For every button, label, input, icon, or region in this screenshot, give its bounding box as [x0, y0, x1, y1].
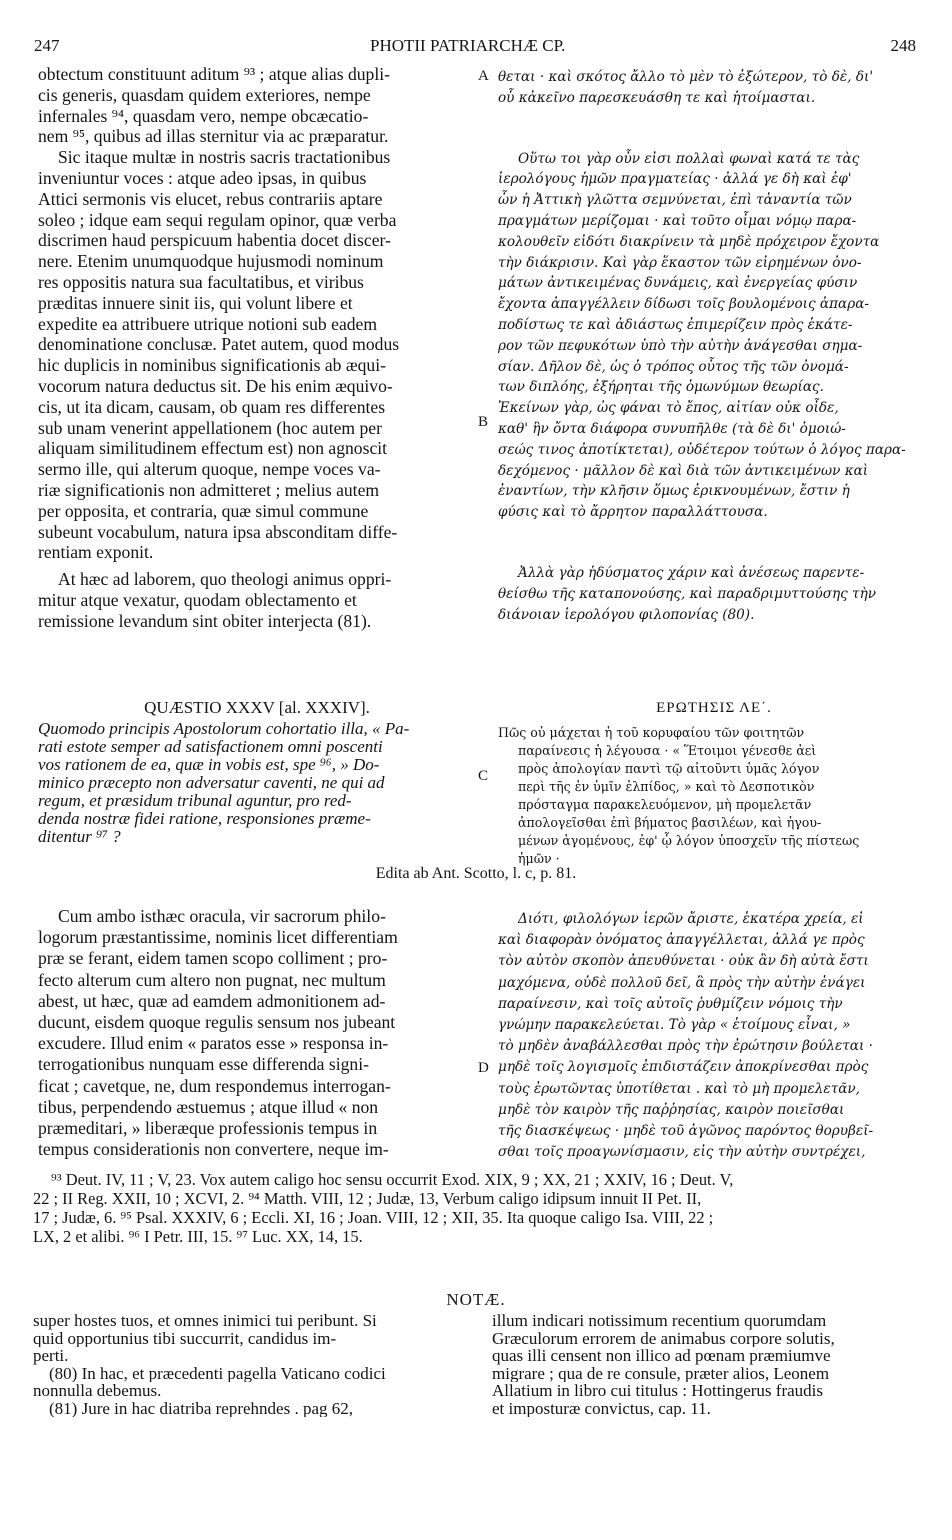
greek-question-text: [498, 724, 930, 868]
greek-line: [498, 523, 928, 543]
latin-line: ficat ; cavetque, ne, dum respondemus interrogan-: [38, 1075, 391, 1096]
latin-line: subeunt vocabulum, natura ipsa absconditam diffe-: [38, 521, 398, 542]
latin-line: discrimen haud perspicuum habentia docet discer-: [38, 230, 391, 251]
greek-line: [498, 109, 928, 129]
greek-line: ἔχοντα ἀπαγγέλλειν δίδωσι τοῖς βουλομένοις ἀπαρα-: [498, 296, 869, 313]
question-greek-line: Πῶς οὐ μάχεται ἡ τοῦ κορυφαίου τῶν φοιτητῶν: [498, 725, 805, 740]
greek-column-bottom: [498, 909, 928, 1163]
greek-line: ρον τῶν πεφυκότων ὑπὸ τὴν αὐτὴν ἀνάγεσθαι σημα-: [498, 337, 863, 354]
latin-line: rentiam exponit.: [38, 542, 154, 563]
latin-line: denominatione conclusæ. Patet autem, quod modus: [38, 334, 400, 355]
right-page-number: 248: [890, 36, 916, 55]
note-line: Allatium in libro cui titulus : Hottingerus fraudis: [492, 1382, 823, 1400]
note-line: migrare ; qua de re consule, præter alios, Leonem: [492, 1364, 830, 1382]
latin-line: riæ significationis non admitteret ; melius autem: [38, 479, 380, 500]
latin-line: excudere. Illud enim « paratos esse » responsa in-: [38, 1033, 389, 1054]
greek-line: Ἀλλὰ γὰρ ἡδύσματος χάριν καὶ ἀνέσεως παρεντε-: [518, 564, 865, 581]
greek-line: τὸν αὐτὸν σκοπὸν ἀπευθύνεται · οὐκ ἂν δὴ αὐτὰ ἔστι: [498, 953, 869, 970]
greek-line: Ἐκείνων γὰρ, ὡς φάναι τὸ ἔπος, αἰτίαν οὐκ οἶδε,: [498, 400, 839, 417]
latin-line: cis, ut ita dicam, causam, ob quam res differentes: [38, 396, 386, 417]
latin-line: inveniuntur voces : atque adeo ipsas, in quibus: [38, 167, 367, 188]
margin-letter-c: C: [478, 768, 489, 784]
greek-line: θείσθω τῆς καταπονούσης, καὶ παραδριμυττούσης τὴν: [498, 585, 876, 602]
greek-line: [498, 543, 928, 563]
latin-line: terrogationibus nunquam esse differenda signi-: [38, 1054, 369, 1075]
latin-line: At hæc ad laborem, quo theologi animus oppri-: [58, 569, 392, 590]
greek-line: τὸ μηδὲν ἀναβάλλεσθαι πρὸς τὴν ἐρώτησιν βούλεται ·: [498, 1038, 873, 1055]
latin-line: ducunt, eisdem quoque regulis sensum nos jubeant: [38, 1012, 396, 1033]
note-line: (80) In hac, et præcedenti pagella Vaticano codici: [49, 1364, 386, 1382]
notes-left: [33, 1312, 473, 1417]
greek-line: ὧν ἡ Ἀττικὴ γλῶττα σεμνύνεται, ἐπὶ τἀναντία τῶν: [498, 192, 852, 209]
question-latin-line: rati estote semper ad satisfactionem omni poscenti: [38, 738, 383, 756]
latin-line: per opposita, et contraria, quæ simul commune: [38, 500, 369, 521]
greek-line: οὗ κἀκεῖνο παρεσκευάσθη τε καὶ ἡτοίμασται.: [498, 89, 816, 106]
greek-line: μηδὲ τοῖς λογισμοῖς ἐπιδιστάζειν ἀποκρίνεσθαι πρὸς: [498, 1059, 869, 1076]
greek-line: μάτων ἀντικειμένας δυνάμεις, καὶ ἐνεργείας φύσιν: [498, 275, 858, 292]
question-greek-line: ἡμῶν ·: [518, 851, 560, 866]
latin-line: Attici sermonis vis elucet, rebus contrariis aptare: [38, 188, 383, 209]
note-line: illum indicari notissimum recentium quorumdam: [492, 1312, 827, 1330]
greek-line: [498, 129, 928, 149]
question-greek-line: ἀπολογεῖσθαι ἐπὶ βήματος βασιλέων, καὶ ἡγου-: [518, 815, 822, 830]
latin-line: res oppositis natura sua facultatibus, et viribus: [38, 271, 364, 292]
latin-line: sermo ille, qui alterum quoque, nempe voces va-: [38, 459, 381, 480]
greek-line: σίαν. Δῆλον δὲ, ὡς ὁ τρόπος οὗτος τῆς τῶν ὀνομά-: [498, 358, 849, 375]
latin-line: præditas innuere sinit iis, qui volunt libere et: [38, 292, 353, 313]
latin-column-bottom: [38, 906, 476, 1160]
greek-line: κολουθεῖν εἰδότι διακρίνειν τὰ μηδὲ πρόχειρον ἔχοντα: [498, 233, 880, 250]
latin-line: præmeditari, » liberæque professionis tempus in: [38, 1118, 378, 1139]
greek-column-top: [498, 67, 928, 625]
question-latin-line: vos rationem de ea, quæ in vobis est, spe ⁹⁶, » Do-: [38, 756, 380, 774]
latin-line: obtectum constituunt aditum ⁹³ ; atque alias dupli-: [38, 64, 390, 84]
question-greek-line: παραίνεσις ἡ λέγουσα · « Ἕτοιμοι γένεσθε ἀεὶ: [518, 743, 817, 758]
greek-line: ἱερολόγους ἡμῶν πραγματείας · ἀλλά γε δὴ καὶ ἐφ': [498, 171, 852, 188]
greek-line: φύσις καὶ τὸ ἄρρητον παραλλάττουσα.: [498, 504, 768, 521]
note-line: quas illi censent non illico ad pœnam præmiumve: [492, 1347, 831, 1365]
question-latin-line: minico præcepto non adversatur caventi, ne qui ad: [38, 774, 385, 792]
greek-line: θεται · καὶ σκότος ἄλλο τὸ μὲν τὸ ἐξώτερον, τὸ δὲ, δι': [498, 69, 874, 85]
greek-line: γνώμην παρακελεύεται. Τὸ γὰρ « ἑτοίμους εἶναι, »: [498, 1017, 851, 1034]
latin-line: nere. Etenim unumquodque hujusmodi nominum: [38, 251, 384, 272]
greek-line: διάνοιαν ἱερολόγου φιλοπονίας (80).: [498, 606, 755, 623]
question-latin-line: ditentur ⁹⁷ ?: [38, 828, 121, 846]
latin-line: mitur atque vexatur, quodam oblectamento et: [38, 589, 357, 610]
question-greek-line: πρὸς ἀπολογίαν παντὶ τῷ αἰτοῦντι ὑμᾶς λόγον: [518, 761, 820, 776]
latin-line: hic duplicis in nominibus significationis ab æqui-: [38, 355, 386, 376]
greek-line: τὴν διάκρισιν. Καὶ γὰρ ἕκαστον τῶν εἰρημένων ὀνο-: [498, 254, 862, 271]
greek-line: τῆς διασκέψεως · μηδὲ τοῦ ἀγῶνος παρόντος θορυβεῖ-: [498, 1123, 874, 1140]
greek-line: μαχόμενα, οὐδὲ πολλοῦ δεῖ, ἃ πρὸς τὴν αὐτὴν ἐνάγει: [498, 974, 866, 991]
greek-line: των διπλόης, ἐξήρηται τῆς ὁμωνύμων θεωρίας.: [498, 379, 824, 396]
page-header: [34, 36, 916, 60]
latin-line: expedite ea attribuere utrique notioni sub eadem: [38, 313, 378, 334]
latin-line: nem ⁹⁵, quibus ad illas sternitur via ac præparatur.: [38, 126, 389, 147]
note-line: et imposturæ convictus, cap. 11.: [492, 1399, 711, 1417]
greek-line: παραίνεσιν, καὶ τοῖς αὐτοῖς ῥυθμίζειν νόμοις τὴν: [498, 995, 843, 1012]
note-line: super hostes tuos, et omnes inimici tui peribunt. Si: [33, 1312, 377, 1330]
greek-line: καθ' ἣν ὄντα διάφορα συνυπῆλθε (τὰ δὲ δι' ὁμοιώ-: [498, 420, 846, 437]
latin-line: vocorum natura deductus sit. De his enim æquivo-: [38, 375, 393, 396]
note-line: Græculorum errorem de animabus corpore solutis,: [492, 1329, 835, 1347]
footnote-line: ⁹³ Deut. IV, 11 ; V, 23. Vox autem caligo hoc sensu occurrit Exod. XIX, 9 ; XX, 21 ; XXIV, 16 ; Deut. V,: [51, 1170, 734, 1189]
footnote-line: 17 ; Judæ, 6. ⁹⁵ Psal. XXXIV, 6 ; Eccli. XI, 16 ; Joan. VIII, 12 ; XII, 35. Ita quoque caligo Isa. VIII, 22 ;: [33, 1208, 714, 1227]
question-greek-line: πρόσταγμα παρακελευόμενον, μὴ προμελετᾶν: [518, 797, 812, 812]
greek-line: δεχόμενος · μᾶλλον δὲ καὶ διὰ τῶν ἀντικειμένων καὶ: [498, 462, 869, 479]
running-title: PHOTII PATRIARCHÆ CP.: [370, 36, 566, 55]
latin-line: soleo ; idque eam sequi regulam opinor, quæ verba: [38, 209, 397, 230]
latin-question-text: [38, 720, 476, 846]
latin-line: aliquam similitudinem effectum est) non agnoscit: [38, 438, 388, 459]
margin-letter-a: A: [478, 68, 489, 84]
latin-line: tibus, perpendendo æstuemus ; atque illud « non: [38, 1096, 379, 1117]
greek-line: μηδὲ τὸν καιρὸν τῆς παῤῥησίας, καιρὸν ποιεῖσθαι: [498, 1101, 845, 1118]
question-latin-line: regum, et præsidum tribunal aguntur, pro red-: [38, 792, 352, 810]
greek-line: τοὺς ἐρωτῶντας ὑποτίθεται . καὶ τὸ μὴ προμελετᾶν,: [498, 1080, 860, 1097]
latin-line: tempus considerationis non convertere, neque im-: [38, 1139, 389, 1160]
greek-line: Οὕτω τοι γὰρ οὖν εἰσι πολλαὶ φωναὶ κατά τε τὰς: [518, 150, 860, 167]
greek-line: πραγμάτων μερίζομαι · καὶ τοῦτο οἶμαι νόμῳ παρα-: [498, 212, 857, 229]
greek-line: ἐναντίων, τὴν κλῆσιν ὅμως ἐρικνουμένων, ἔστιν ἡ: [498, 483, 850, 500]
question-latin-line: Quomodo principis Apostolorum cohortatio illa, « Pa-: [38, 720, 410, 738]
latin-line: cis generis, quasdam quidem exteriores, nempe: [38, 84, 371, 105]
greek-question-title: ΕΡΩΤΗΣΙΣ ΛΕ΄.: [656, 700, 772, 716]
footnotes: [33, 1170, 923, 1246]
note-line: quid opportunius tibi succurrit, candidus im-: [33, 1329, 337, 1347]
notes-right: [492, 1312, 932, 1417]
greek-line: σεώς τινος ἀποτίκτεται), οὐδέτερον τούτων ὁ λόγος παρα-: [498, 441, 906, 458]
greek-line: σθαι τοῖς προαγωνίσμασιν, εἰς τὴν αὐτὴν συντρέχει,: [498, 1144, 866, 1161]
latin-line: Sic itaque multæ in nostris sacris tractationibus: [58, 147, 391, 168]
footnote-line: LX, 2 et alibi. ⁹⁶ I Petr. III, 15. ⁹⁷ Luc. XX, 14, 15.: [33, 1227, 363, 1246]
latin-line: præ se ferant, eidem tamen scopo colliment ; pro-: [38, 948, 388, 969]
latin-line: sub unam venerint appellationem (hoc autem per: [38, 417, 382, 438]
greek-line: καὶ διαφορὰν ὀνόματος ἀπαγγέλλεται, ἀλλά γε πρὸς: [498, 932, 865, 949]
latin-line: infernales ⁹⁴, quasdam vero, nempe obcæcatio-: [38, 105, 369, 126]
latin-line: logorum præstantissime, nominis licet differentiam: [38, 927, 398, 948]
footnote-line: 22 ; II Reg. XXII, 10 ; XCVI, 2. ⁹⁴ Matth. VIII, 12 ; Judæ, 13, Verbum caligo idipsum innuit II Pet. II,: [33, 1189, 702, 1208]
latin-question-title: QUÆSTIO XXXV [al. XXXIV].: [144, 698, 370, 717]
latin-line: fecto alterum cum altero non pugnat, nec multum: [38, 969, 386, 990]
greek-line: Διότι, φιλολόγων ἱερῶν ἄριστε, ἑκατέρα χρεία, εἰ: [518, 911, 864, 927]
note-line: nonnulla debemus.: [33, 1382, 162, 1400]
latin-line: Cum ambo isthæc oracula, vir sacrorum philo-: [58, 906, 386, 926]
question-greek-line: περὶ τῆς ἐν ὑμῖν ἐλπίδος, » καὶ τὸ Δεσποτικὸν: [518, 779, 815, 794]
note-line: (81) Jure in hac diatriba reprehndes . pag 62,: [49, 1399, 353, 1417]
greek-line: ποδίστως τε καὶ ἀδιάστως ἐπιμερίζειν πρὸς ἑκάτε-: [498, 316, 853, 333]
margin-letter-d: D: [478, 1060, 489, 1076]
notes-title: NOTÆ.: [446, 1290, 506, 1309]
latin-line: remissione levandum sint obiter interjecta (81).: [38, 610, 372, 631]
latin-column-top: [38, 64, 476, 632]
question-latin-line: denda nostræ fidei ratione, responsiones præme-: [38, 810, 371, 828]
note-line: perti.: [33, 1347, 69, 1365]
question-greek-line: μένων ἀγομένους, ἐφ' ᾧ λόγον ὑποσχεῖν τῆς πίστεως: [518, 833, 860, 848]
left-page-number: 247: [34, 36, 60, 55]
edition-source: Edita ab Ant. Scotto, l. c, p. 81.: [375, 865, 577, 882]
margin-letter-b: B: [478, 414, 489, 430]
latin-line: abest, ut hæc, quæ ad eamdem admonitionem ad-: [38, 990, 386, 1011]
